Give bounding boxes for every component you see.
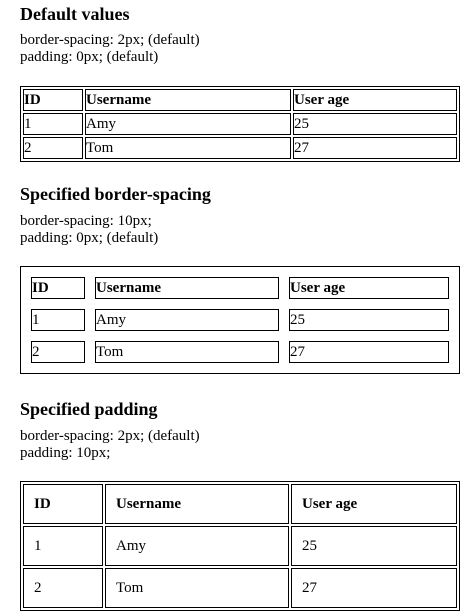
section-title-specified-padding: Specified padding bbox=[20, 399, 158, 419]
cell-user-age: 25 bbox=[291, 526, 457, 566]
users-table-default bbox=[20, 86, 460, 162]
cell-username: Amy bbox=[95, 309, 279, 331]
column-header-user-age: User age bbox=[289, 277, 449, 299]
cell-username: Amy bbox=[105, 526, 289, 566]
table-header-row bbox=[31, 277, 449, 299]
section-description bbox=[20, 428, 200, 462]
cell-id: 2 bbox=[23, 137, 83, 159]
section-description bbox=[20, 32, 200, 66]
description-line: border-spacing: 2px; (default) bbox=[20, 428, 200, 444]
table-row bbox=[23, 568, 457, 608]
description-line: padding: 10px; bbox=[20, 445, 111, 461]
cell-user-age: 25 bbox=[293, 113, 457, 135]
table-header-row bbox=[23, 484, 457, 524]
table-row bbox=[31, 341, 449, 363]
cell-username: Tom bbox=[95, 341, 279, 363]
cell-username: Tom bbox=[105, 568, 289, 608]
table-row bbox=[31, 309, 449, 331]
cell-user-age: 27 bbox=[291, 568, 457, 608]
cell-id: 2 bbox=[23, 568, 103, 608]
cell-user-age: 27 bbox=[289, 341, 449, 363]
section-title-default-values: Default values bbox=[20, 4, 130, 24]
table-header-row bbox=[23, 89, 457, 111]
column-header-id: ID bbox=[23, 484, 103, 524]
cell-id: 1 bbox=[23, 113, 83, 135]
column-header-username: Username bbox=[105, 484, 289, 524]
column-header-username: Username bbox=[85, 89, 291, 111]
column-header-id: ID bbox=[23, 89, 83, 111]
column-header-user-age: User age bbox=[293, 89, 457, 111]
cell-user-age: 25 bbox=[289, 309, 449, 331]
cell-id: 1 bbox=[23, 526, 103, 566]
description-line: padding: 0px; (default) bbox=[20, 230, 159, 246]
cell-id: 1 bbox=[31, 309, 85, 331]
cell-username: Amy bbox=[85, 113, 291, 135]
users-table-padding bbox=[20, 481, 460, 611]
section-description bbox=[20, 213, 158, 247]
cell-id: 2 bbox=[31, 341, 85, 363]
table-row bbox=[23, 113, 457, 135]
description-line: padding: 0px; (default) bbox=[20, 49, 159, 65]
table-row bbox=[23, 137, 457, 159]
table-row bbox=[23, 526, 457, 566]
cell-username: Tom bbox=[85, 137, 291, 159]
section-title-specified-border-spacing: Specified border-spacing bbox=[20, 184, 211, 204]
users-table-border-spacing bbox=[20, 266, 460, 374]
column-header-user-age: User age bbox=[291, 484, 457, 524]
cell-user-age: 27 bbox=[293, 137, 457, 159]
column-header-username: Username bbox=[95, 277, 279, 299]
description-line: border-spacing: 10px; bbox=[20, 213, 152, 229]
column-header-id: ID bbox=[31, 277, 85, 299]
description-line: border-spacing: 2px; (default) bbox=[20, 32, 200, 48]
